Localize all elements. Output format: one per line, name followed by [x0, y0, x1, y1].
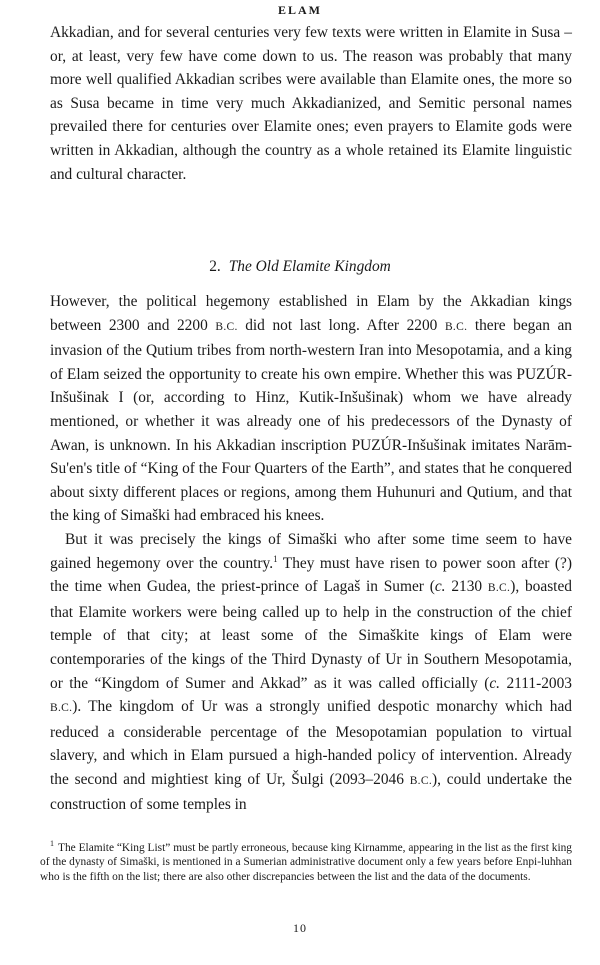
paragraph-3	[50, 528, 572, 817]
era-abbreviation: B.C.	[444, 320, 468, 333]
page-number: 10	[293, 921, 307, 935]
text-run: ), could undertake the construction of some temples in	[50, 770, 573, 814]
footnote-text-block	[40, 841, 572, 884]
footnote	[40, 841, 572, 884]
era-abbreviation: B.C.	[50, 702, 73, 715]
section-title: The Old Elamite Kingdom	[228, 258, 391, 275]
footnote-text: The Elamite “King List” must be partly erroneous, because king Kirnamme, appearing in the list as the first king of the dynasty of Simaški, is mentioned in a Sumerian administrative document only a few years before Enpi-luhhan who is the fifth on the list; there are also other discrepancies between the list and the data of the documents.	[40, 842, 572, 883]
text-run: 2111-2003	[500, 674, 572, 692]
section-body	[50, 290, 572, 817]
text-run: did not last long. After 2200	[237, 316, 445, 334]
intro-paragraph	[50, 21, 572, 186]
paragraph-2	[50, 290, 572, 528]
section-heading	[0, 257, 600, 277]
text-run: ). The kingdom of Ur was a strongly unified despotic monarchy which had reduced a considerable percentage of the Mesopotamian population to virtual slavery, and which in Elam pursued a high-handed policy of intervention. Already the second and mightiest king of Ur, Šulgi (2093–2046	[50, 698, 572, 788]
text-run: 2130	[445, 578, 488, 596]
era-abbreviation: B.C.	[487, 582, 511, 595]
text-run: But it was precisely the kings of Simaški who after some time seem to have gained hegemony over the country.	[50, 530, 572, 572]
intro-paragraph-text: Akkadian, and for several centuries very few texts were written in Elamite in Susa – or, at least, very few have come down to us. The reason was probably that many more well qualified Akkadian scribes were available than Elamite ones, the more so as Susa became in time very much Akkadianized, and Semitic personal names prevailed there for centuries over Elamite ones; even prayers to Elamite gods were written in Akkadian, although the country as a whole retained its Elamite linguistic and cultural character.	[50, 24, 572, 183]
section-number: 2.	[209, 258, 221, 275]
text-run: They must have risen to power soon after (?) the time when Gudea, the priest-prince of Lagaš in Sumer (	[50, 554, 572, 596]
era-abbreviation: B.C.	[215, 320, 238, 333]
footnote-number: 1	[50, 839, 54, 849]
text-run: However, the political hegemony established in Elam by the Akkadian kings between 2300 and 2200	[50, 293, 572, 334]
text-run: there began an invasion of the Qutium tribes from north-western Iran into Mesopotamia, and a king of Elam seized the opportunity to create his own empire. Whether this was PUZÚR-Inšušinak I (or, according to Hinz, Kutik-Inšušinak) whom we have already mentioned, or whether it was already one of his predecessors of the Dynasty of Awan, is unknown. In his Akkadian inscription PUZÚR-Inšušinak imitates Narām-Su'en's title of “King of the Four Quarters of the Earth”, and states that he conquered about sixty different places or regions, among them Huhunuri and Qutium, and that the king of Simaški had embraced his knees.	[50, 316, 572, 525]
circa-abbreviation: c.	[489, 674, 501, 692]
circa-abbreviation: c.	[434, 578, 446, 596]
era-abbreviation: B.C.	[409, 774, 432, 787]
text-run: ), boasted that Elamite workers were being called up to help in the construction of the chief temple of that city; at least some of the Simaškite kings of Elam were contemporaries of the kings of the Third Dynasty of Ur in Southern Mesopotamia, or the “Kingdom of Sumer and Akkad” as it was called officially (	[50, 578, 572, 692]
running-header: ELAM	[278, 3, 322, 17]
footnote-reference[interactable]: 1	[273, 553, 278, 564]
